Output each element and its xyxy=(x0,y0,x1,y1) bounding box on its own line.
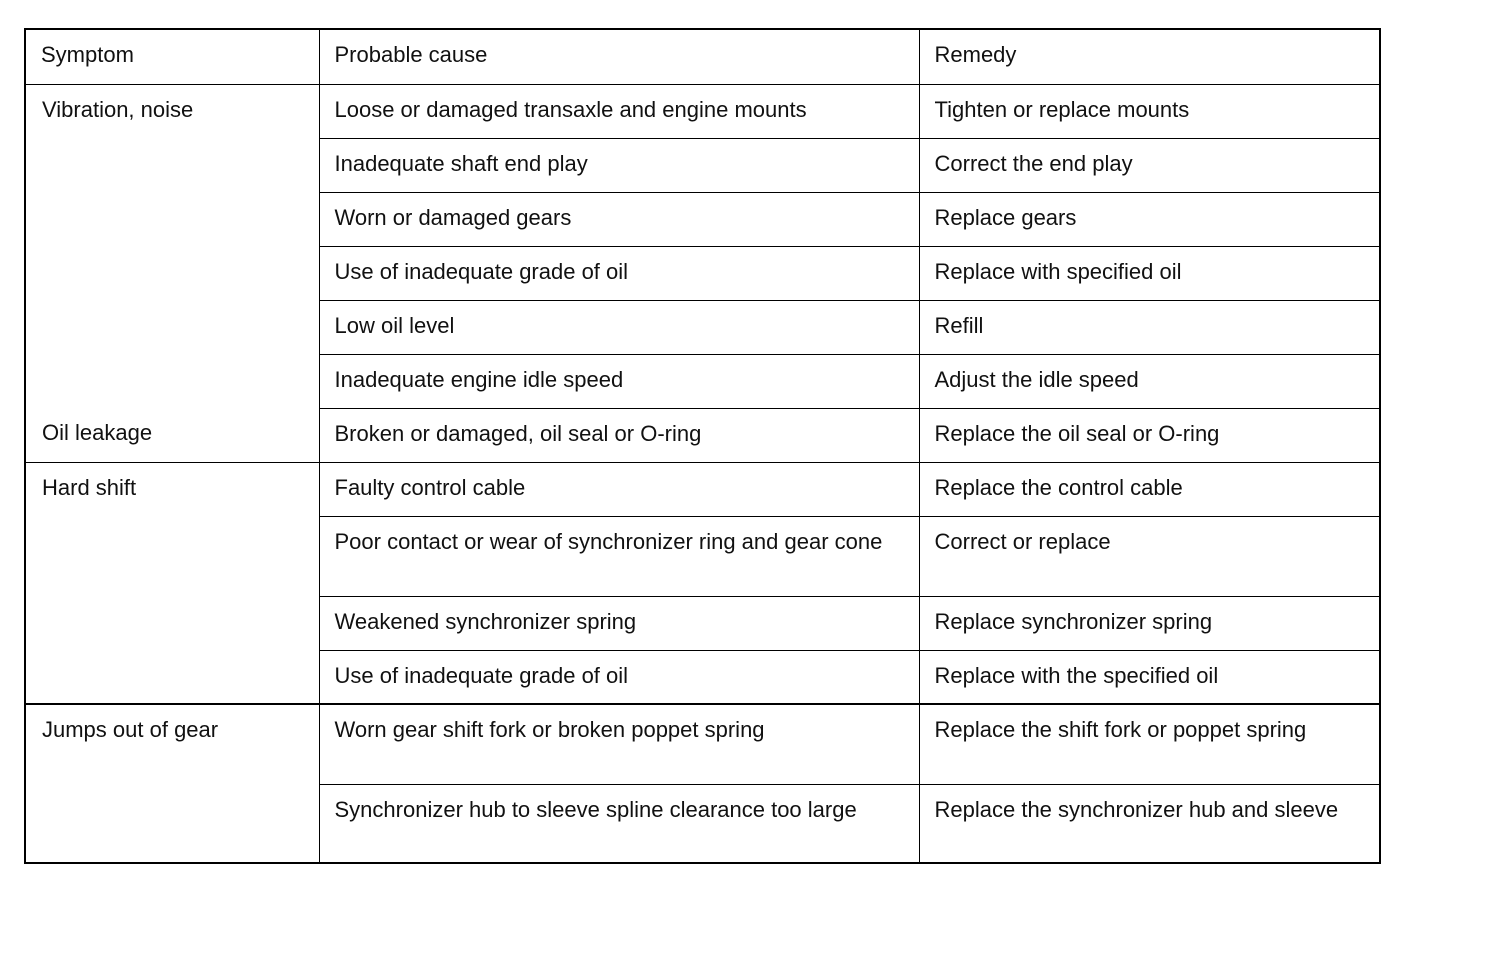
cause-cell: Inadequate engine idle speed xyxy=(319,354,919,408)
symptom-cell: Hard shift xyxy=(42,474,137,500)
remedy-cell: Replace synchronizer spring xyxy=(919,596,1379,650)
symptom-cell: Vibration, noise xyxy=(42,96,194,122)
table-row xyxy=(26,84,1379,138)
cause-cell: Use of inadequate grade of oil xyxy=(319,650,919,704)
table-row xyxy=(26,300,1379,354)
cause-cell: Broken or damaged, oil seal or O-ring xyxy=(319,408,919,462)
cause-cell: Inadequate shaft end play xyxy=(319,138,919,192)
table-row xyxy=(26,246,1379,300)
remedy-cell: Replace with the specified oil xyxy=(919,650,1379,704)
symptom-cell xyxy=(26,300,319,354)
table-row xyxy=(26,138,1379,192)
table-row xyxy=(26,784,1379,862)
cause-cell: Faulty control cable xyxy=(319,462,919,516)
remedy-cell: Correct the end play xyxy=(919,138,1379,192)
table-row xyxy=(26,408,1379,462)
troubleshooting-grid xyxy=(26,30,1379,862)
table-row xyxy=(26,650,1379,704)
header-row xyxy=(26,30,1379,84)
symptom-cell: Jumps out of gear xyxy=(42,717,219,742)
symptom-cell xyxy=(26,650,319,704)
symptom-cell xyxy=(26,516,319,596)
remedy-cell: Replace with specified oil xyxy=(919,246,1379,300)
cause-cell: Weakened synchronizer spring xyxy=(319,596,919,650)
remedy-cell: Replace the shift fork or poppet spring xyxy=(919,704,1379,784)
symptom-cell xyxy=(26,354,319,408)
header-symptom: Symptom xyxy=(26,30,319,84)
remedy-cell: Refill xyxy=(919,300,1379,354)
table-row xyxy=(26,354,1379,408)
remedy-cell: Replace gears xyxy=(919,192,1379,246)
symptom-cell xyxy=(26,784,319,862)
cause-cell: Worn gear shift fork or broken poppet spring xyxy=(319,704,919,784)
table-row xyxy=(26,192,1379,246)
cause-cell: Low oil level xyxy=(319,300,919,354)
cause-cell: Use of inadequate grade of oil xyxy=(319,246,919,300)
table-row xyxy=(26,704,1379,784)
table-row xyxy=(26,462,1379,516)
troubleshooting-table xyxy=(24,28,1381,864)
remedy-cell: Replace the synchronizer hub and sleeve xyxy=(919,784,1379,862)
remedy-cell: Adjust the idle speed xyxy=(919,354,1379,408)
cause-cell: Poor contact or wear of synchronizer ring and gear cone xyxy=(319,516,919,596)
remedy-cell: Replace the oil seal or O-ring xyxy=(919,408,1379,462)
remedy-cell: Tighten or replace mounts xyxy=(919,84,1379,138)
table-row xyxy=(26,596,1379,650)
table-row xyxy=(26,516,1379,596)
cause-cell: Synchronizer hub to sleeve spline clearance too large xyxy=(319,784,919,862)
cause-cell: Worn or damaged gears xyxy=(319,192,919,246)
header-remedy: Remedy xyxy=(919,30,1379,84)
symptom-cell: Oil leakage xyxy=(26,408,319,462)
symptom-cell xyxy=(26,192,319,246)
symptom-cell xyxy=(26,138,319,192)
remedy-cell: Correct or replace xyxy=(919,516,1379,596)
symptom-cell xyxy=(26,246,319,300)
remedy-cell: Replace the control cable xyxy=(919,462,1379,516)
symptom-cell xyxy=(26,596,319,650)
header-probable-cause: Probable cause xyxy=(319,30,919,84)
cause-cell: Loose or damaged transaxle and engine mounts xyxy=(319,84,919,138)
